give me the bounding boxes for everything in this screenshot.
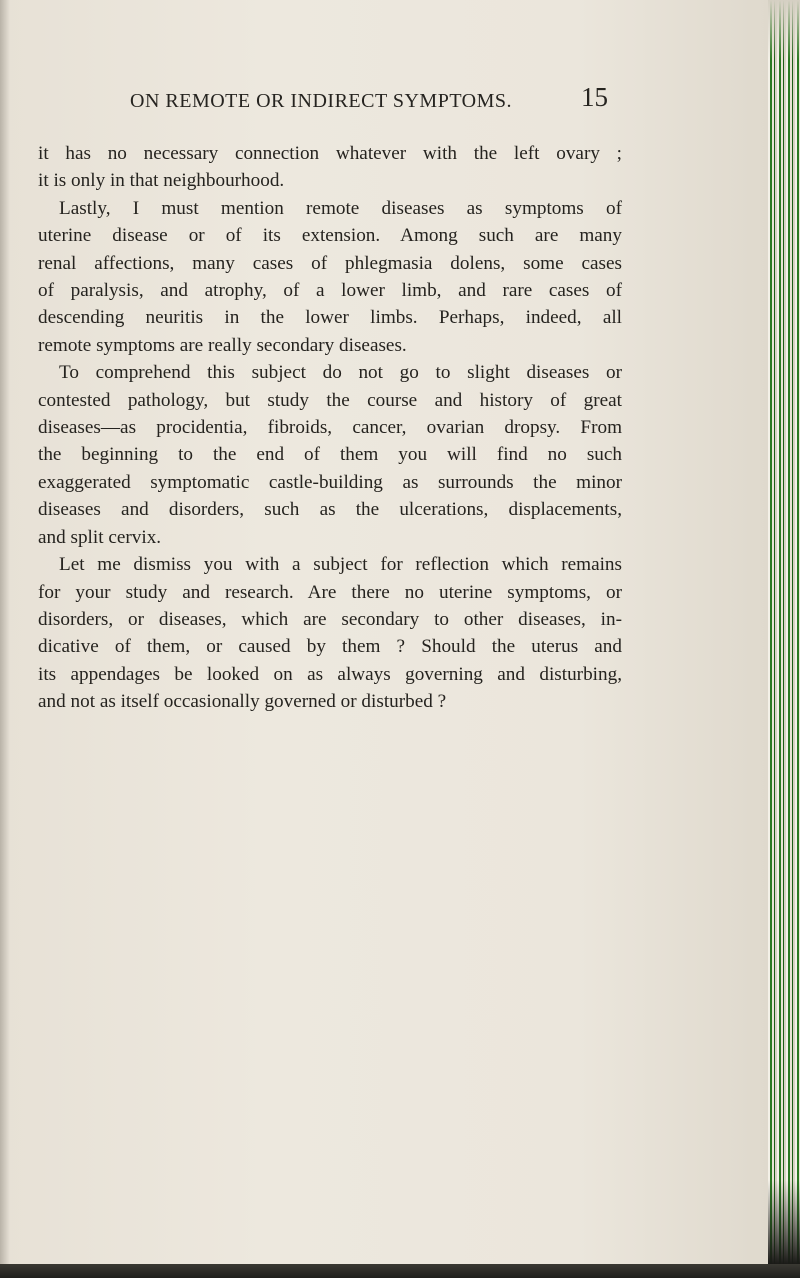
text-line: descending neuritis in the lower limbs. Perhaps, indeed, all — [38, 307, 622, 329]
fore-edge-top-fade — [768, 0, 800, 60]
text-line: for your study and research. Are there no uterine symptoms, or — [38, 581, 622, 603]
text-line: of paralysis, and atrophy, of a lower limb, and rare cases of — [38, 280, 622, 302]
text-line: remote symptoms are really secondary diseases. — [38, 334, 407, 356]
scan-bottom-border — [0, 1264, 800, 1278]
fore-edge-bottom-shadow — [768, 1180, 800, 1264]
text-line: Lastly, I must mention remote diseases as symptoms of — [59, 197, 622, 219]
text-line: diseases and disorders, such as the ulcerations, displacements, — [38, 499, 622, 521]
page-header — [0, 82, 768, 122]
text-line: contested pathology, but study the course and history of great — [38, 389, 622, 411]
gutter-shadow — [0, 0, 10, 1264]
body-text — [38, 140, 622, 716]
book-fore-edge — [768, 0, 800, 1264]
text-line: uterine disease or of its extension. Among such are many — [38, 225, 622, 247]
text-line: disorders, or diseases, which are secondary to other diseases, in- — [38, 608, 622, 630]
text-line: diseases—as procidentia, fibroids, cancer, ovarian dropsy. From — [38, 417, 622, 439]
text-line: and not as itself occasionally governed or disturbed ? — [38, 691, 447, 713]
running-head: ON REMOTE OR INDIRECT SYMPTOMS. — [130, 90, 513, 112]
text-line: To comprehend this subject do not go to slight diseases or — [59, 362, 622, 384]
text-line: exaggerated symptomatic castle-building as surrounds the minor — [38, 471, 622, 493]
text-line: Let me dismiss you with a subject for reflection which remains — [59, 554, 622, 576]
text-line: dicative of them, or caused by them ? Should the uterus and — [38, 636, 622, 658]
text-line: it is only in that neighbourhood. — [38, 170, 285, 192]
text-line: and split cervix. — [38, 526, 162, 548]
text-line: the beginning to the end of them you will find no such — [38, 444, 622, 466]
page-number: 15 — [581, 82, 608, 112]
text-line: its appendages be looked on as always governing and disturbing, — [38, 663, 622, 685]
text-line: renal affections, many cases of phlegmasia dolens, some cases — [38, 252, 622, 274]
text-line: it has no necessary connection whatever with the left ovary ; — [38, 143, 622, 164]
